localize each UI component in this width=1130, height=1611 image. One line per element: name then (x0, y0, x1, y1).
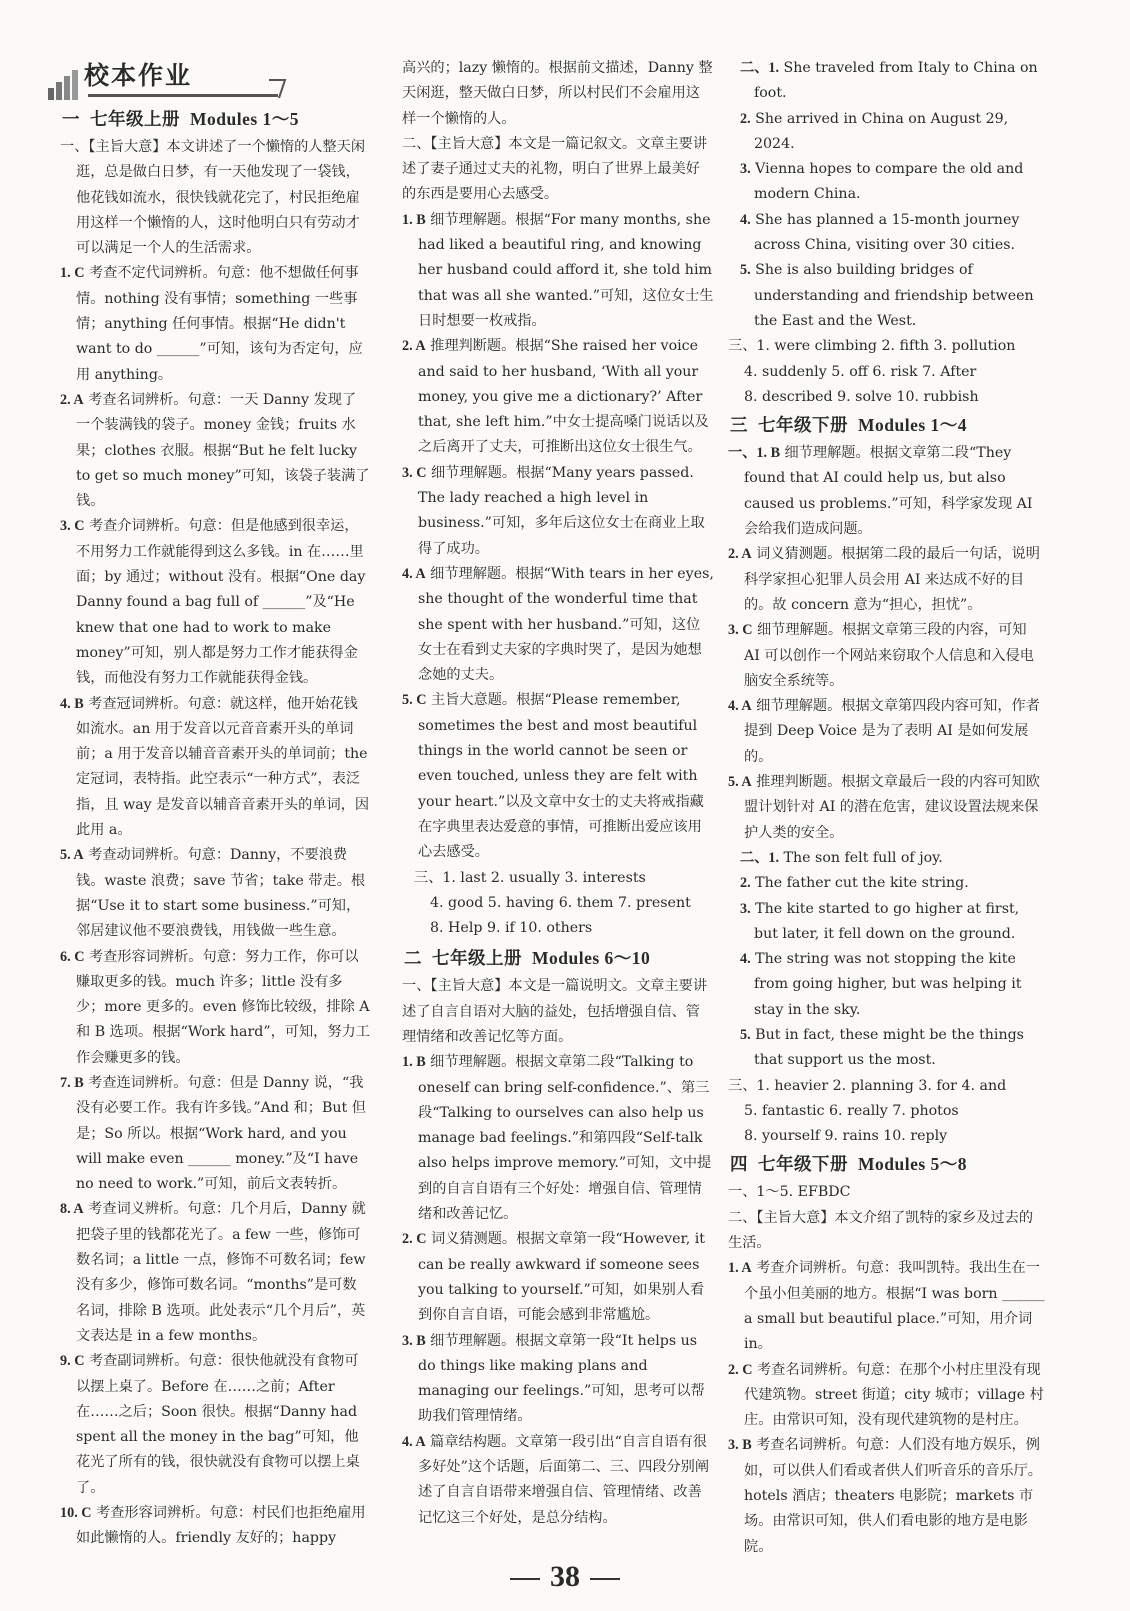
answer-item: 3. B 细节理解题。根据文章第一段“It helps us do things like making plans and managing our feelings.”可知，思考可以帮助我们管理情绪。 (402, 1332, 705, 1425)
answer-item: 2. She arrived in China on August 29, 2024. (740, 110, 1009, 152)
answer-item: 1. B 细节理解题。根据“For many months, she had liked a beautiful ring, and knowing her husband could afford it, she told him that was all she wanted.”可知，这位女士生日时想要一枚戒指。 (402, 211, 714, 329)
answer-item: 3. B 考查名词辨析。句意：人们没有地方娱乐，例如，可以供人们看或者供人们听音乐的音乐厅。hotels 酒店；theaters 电影院；markets 市场。由常识可知，供人们看电影的地方是电影院。 (728, 1437, 1042, 1555)
column-1 (60, 56, 370, 1552)
answer-item: 3. Vienna hopes to compare the old and modern China. (740, 161, 1024, 203)
answer-item: 3. C 细节理解题。根据文章第三段的内容，可知 AI 可以创作一个网站来窃取个人信息和入侵电脑安全系统等。 (728, 622, 1034, 689)
sentence-answers (728, 846, 1046, 1074)
answer-item: 4. A 细节理解题。根据“With tears in her eyes, she thought of the wonderful time that she spent with her husband.”可知，这位女士在看到丈夫家的字典时哭了，是因为她想念她的丈夫。 (402, 565, 714, 684)
column-2 (402, 56, 714, 1531)
main-idea: 二、【主旨大意】本文是一篇记叙文。文章主要讲述了妻子通过丈夫的礼物，明白了世界上最美好的东西是要用心去感受。 (402, 135, 708, 203)
answer-item: 4. A 篇章结构题。文章第一段引出“自言自语有很多好处”这个话题，后面第二、三、四段分别阐述了自言自语带来增强自信、管理情绪、改善记忆这三个好处，是总分结构。 (402, 1433, 710, 1526)
section-heading-1: 一 七年级上册 Modules 1～5 (62, 109, 300, 129)
section-heading-3: 三 七年级下册 Modules 1～4 (730, 415, 968, 436)
sentence-answers (728, 56, 1046, 334)
answer-item: 5. A 考查动词辨析。句意：Danny，不要浪费钱。waste 浪费；save 节省；take 带走。根据“Use it to start some business.”可知，邻居建议他不要浪费钱，用钱做一些生意。 (60, 847, 366, 940)
fill-answers: 三、1. were climbing 2. fifth 3. pollution 4. suddenly 5. off 6. risk 7. After 8. described 9. solve 10. rubbish (728, 338, 1016, 405)
answer-item: 5. C 主旨大意题。根据“Please remember, sometimes the best and most beautiful things in the world cannot be seen or even touched, unless they are felt with your heart.”以及文章中女士的丈夫将戒指藏在字典里表达爱意的事情，可推断出爱应该用心去感受。 (402, 692, 704, 861)
answer-list (728, 441, 1046, 846)
page-title: 校本作业 (84, 61, 193, 90)
answer-item: 二、1. The son felt full of joy. (740, 849, 943, 866)
answer-item: 4. The string was not stopping the kite from going higher, but was helping it stay in the sky. (740, 951, 1022, 1018)
answer-item: 5. A 推理判断题。根据文章最后一段的内容可知欧盟计划针对 AI 的潜在危害，建议设置法规来保护人类的安全。 (728, 774, 1040, 841)
answer-item: 5. She is also building bridges of understanding and friendship between the East and the West. (740, 262, 1034, 329)
section-heading-2: 二 七年级上册 Modules 6～10 (404, 948, 651, 969)
choice-answers: 一、1～5. EFBDC (728, 1184, 851, 1201)
answer-item: 3. C 考查介词辨析。句意：但是他感到很幸运，不用努力工作就能得到这么多钱。in 在……里面；by 通过；without 没有。根据“One day Danny found a bag full of ______”及“He knew that one had to work to make money”可知，别人都是努力工作才能获得金钱，而他没有努力工作就能获得金钱。 (60, 518, 366, 687)
column-3 (728, 56, 1046, 1560)
title-underline (88, 94, 278, 97)
answer-item: 2. C 词义猜测题。根据文章第一段“However, it can be really awkward if someone sees you talking to yourself.”可知，如果别人看到你自言自语，可能会感到非常尴尬。 (402, 1231, 705, 1324)
answer-item: 6. C 考查形容词辨析。句意：努力工作，你可以赚取更多的钱。much 许多；little 没有多少；more 更多的。even 修饰比较级，排除 A 和 B 选项。根据“Work hard”，可知，努力工作会赚更多的钱。 (60, 948, 370, 1066)
answer-item: 4. A 细节理解题。根据文章第四段内容可知，作者提到 Deep Voice 是为了表明 AI 是如何发展的。 (728, 698, 1040, 765)
section-heading-4: 四 七年级下册 Modules 5～8 (730, 1154, 968, 1175)
answer-item: 2. C 考查名词辨析。句意：在那个小村庄里没有现代建筑物。street 街道；city 城市；village 村庄。由常识可知，没有现代建筑物的是村庄。 (728, 1361, 1044, 1429)
answer-item: 1. C 考查不定代词辨析。句意：他不想做任何事情。nothing 没有事情；something 一些事情；anything 任何事情。根据“He didn't want to do ______”可知，该句为否定句，应用 anything。 (60, 265, 363, 383)
answer-item: 1. B 细节理解题。根据文章第二段“Talking to oneself can bring self-confidence.”、第三段“Talking to ourselves can also help us manage bad feelings.”和第四段“Self-talk also helps improve memory.”可知，文中提到的自言自语有三个好处：增强自信、管理情绪和改善记忆。 (402, 1054, 712, 1223)
fill-answers: 三、1. last 2. usually 3. interests 4. good 5. having 6. them 7. present 8. Help 9. if 10. others (414, 869, 691, 937)
answer-item: 8. A 考查词义辨析。句意：几个月后，Danny 就把袋子里的钱都花光了。a few 一些，修饰可数名词；a little 一点，修饰不可数名词；few 没有多少，修饰可数名词。“months”是可数名词，排除 B 选项。此处表示“几个月后”，英文表达是 in a few months。 (60, 1201, 366, 1344)
continued-text: 高兴的；lazy 懒惰的。根据前文描述，Danny 整天闲逛，整天做白日梦，所以村民们不会雇用这样一个懒惰的人。 (402, 60, 713, 127)
answer-list (402, 208, 714, 866)
answer-item: 3. The kite started to go higher at first, but later, it fell down on the ground. (740, 900, 1020, 942)
answer-item: 二、1. She traveled from Italy to China on foot. (740, 60, 1038, 102)
page-header (60, 56, 370, 100)
answer-item: 2. The father cut the kite string. (740, 875, 969, 892)
answer-item: 一、【主旨大意】本文讲述了一个懒惰的人整天闲逛，总是做白日梦，有一天他发现了一袋钱，他花钱如流水，很快钱就花完了，村民拒绝雇用这样一个懒惰的人，这时他明白只有劳动才可以满足一个人的生活需求。 (60, 139, 366, 257)
answer-list (60, 135, 370, 1552)
main-idea: 一、【主旨大意】本文是一篇说明文。文章主要讲述了自言自语对大脑的益处，包括增强自信、管理情绪和改善记忆等方面。 (402, 978, 708, 1045)
answer-item: 2. A 推理判断题。根据“She raised her voice and said to her husband, ‘With all your money, you give me a dictionary?’ After that, she left him.”中女士提高嗓门说话以及之后离开了丈夫，可推断出这位女士很生气。 (402, 338, 709, 456)
answer-item: 1. A 考查介词辨析。句意：我叫凯特。我出生在一个虽小但美丽的地方。根据“I was born ______ a small but beautiful place.”可知，用介词 in。 (728, 1260, 1045, 1353)
answer-item: 3. C 细节理解题。根据“Many years passed. The lady reached a high level in business.”可知，多年后这位女士在商业上取得了成功。 (402, 464, 705, 557)
answer-item: 5. But in fact, these might be the things that support us the most. (740, 1026, 1024, 1069)
answer-item: 4. She has planned a 15-month journey across China, visiting over 30 cities. (740, 211, 1020, 254)
answer-item: 2. A 考查名词辨析。句意：一天 Danny 发现了一个装满钱的袋子。money 金钱；fruits 水果；clothes 衣服。根据“But he felt lucky to get so much money”可知，该袋子装满了钱。 (60, 391, 370, 510)
answer-item: 9. C 考查副词辨析。句意：很快他就没有食物可以摆上桌了。Before 在……之前；After 在……之后；Soon 很快。根据“Danny had spent all the money in the bag”可知，他花光了所有的钱，很快就没有食物可以摆上桌了。 (60, 1353, 360, 1496)
answer-item: 一、1. B 细节理解题。根据文章第二段“They found that AI could help us, but also caused us problems.”可知，科学家发现 AI 会给我们造成问题。 (728, 445, 1033, 538)
page-number: 38 (0, 1560, 1130, 1594)
answer-list (402, 1050, 714, 1531)
answer-item: 4. B 考查冠词辨析。句意：就这样，他开始花钱如流水。an 用于发音以元音音素开头的单词前；a 用于发音以辅音音素开头的单词前；the 定冠词，表特指。此空表示“一种方式”，表泛指，且 way 是发音以辅音音素开头的单词，因此用 a。 (60, 695, 370, 839)
answer-item: 2. A 词义猜测题。根据第二段的最后一句话，说明科学家担心犯罪人员会用 AI 来达成不好的目的。故 concern 意为“担心，担忧”。 (728, 546, 1040, 613)
answer-list (728, 1256, 1046, 1560)
main-idea: 二、【主旨大意】本文介绍了凯特的家乡及过去的生活。 (728, 1209, 1034, 1252)
fill-answers: 三、1. heavier 2. planning 3. for 4. and 5. fantastic 6. really 7. photos 8. yourself 9. rains 10. reply (728, 1077, 1007, 1145)
answer-item: 7. B 考查连词辨析。句意：但是 Danny 说，“我没有必要工作。我有许多钱。”And 和；But 但是；So 所以。根据“Work hard, and you will make even ______ money.”及“I have no need to work.”可知，前后文表转折。 (60, 1074, 366, 1193)
corner-mark-icon (265, 76, 289, 100)
answer-item: 10. C 考查形容词辨析。句意：村民们也拒绝雇用如此懒惰的人。friendly 友好的；happy (60, 1505, 366, 1547)
